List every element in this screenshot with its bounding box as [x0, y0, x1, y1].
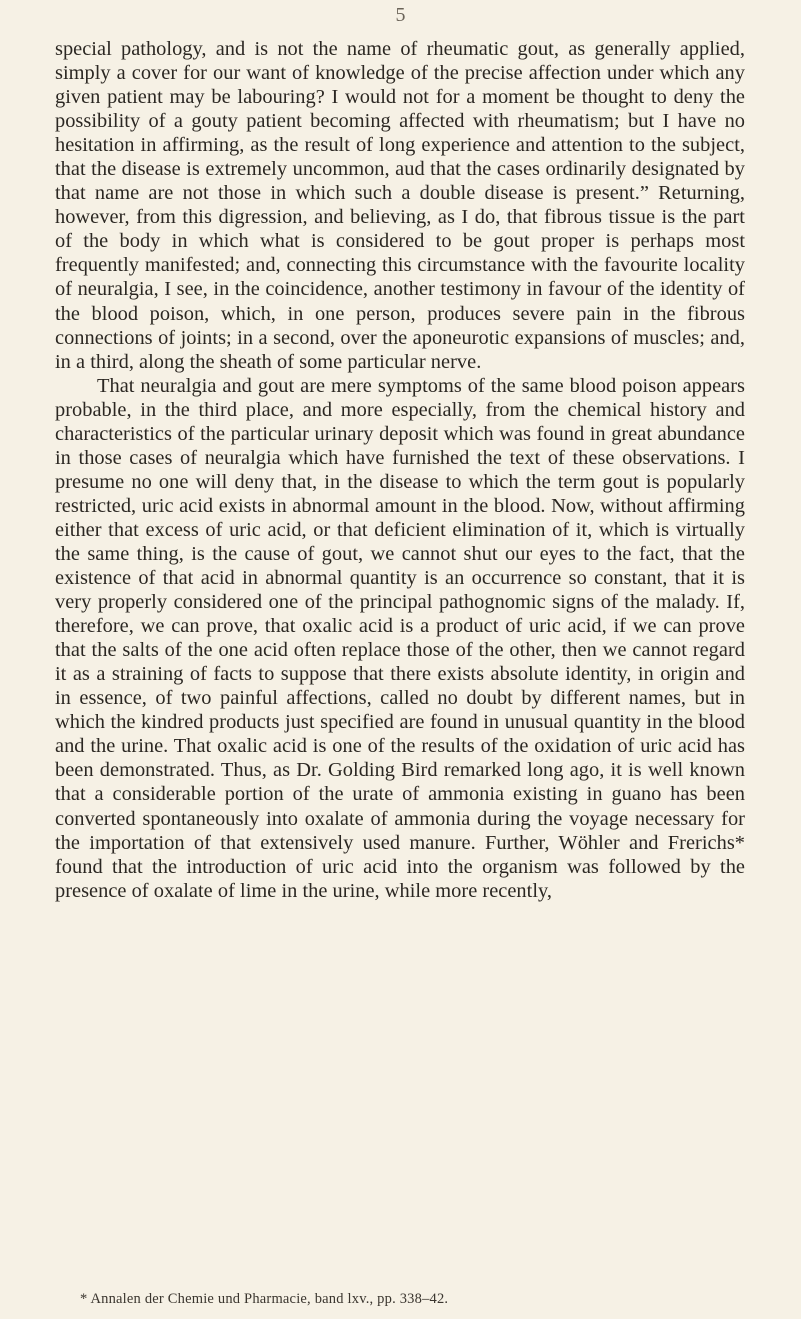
paragraph: That neuralgia and gout are mere symptoms of the same blood poison appears probable, in the third place, and more especially, from the chemical history and characteristics of the particular urinary deposit which was found in great abundance in those cases of neuralgia which have furnished the text of these observations. I presume no one will deny that, in the disease to which the term gout is popularly restricted, uric acid exists in abnormal amount in the blood. Now, without affirming either that excess of uric acid, or that deficient elimination of it, which is virtually the same thing, is the cause of gout, we cannot shut our eyes to the fact, that the existence of that acid in abnormal quantity is an occurrence so constant, that it is very properly considered one of the principal pathognomic signs of the malady. If, therefore, we can prove, that oxalic acid is a product of uric acid, if we can prove that the salts of the one acid often replace those of the other, then we cannot regard it as a straining of facts to suppose that there exists absolute identity, in origin and in essence, of two painful affections, called no doubt by different names, but in which the kindred products just specified are found in unusual quantity in the blood and the urine. That oxalic acid is one of the results of the oxidation of uric acid has been demonstrated. Thus, as Dr. Golding Bird remarked long ago, it is well known that a considerable portion of the urate of ammonia existing in guano has been converted spontaneously into oxalate of ammonia during the voyage necessary for the importation of that extensively used manure. Further, Wöhler and Frerichs* found that the introduction of uric acid into the organism was followed by the presence of oxalate of lime in the urine, while more recently, — [55, 374, 745, 902]
page-number: 5 — [395, 4, 406, 26]
body-text — [55, 37, 745, 903]
paragraph: special pathology, and is not the name of rheumatic gout, as generally applied, simply a cover for our want of knowledge of the precise affection under which any given patient may be labouring? I would not for a moment be thought to deny the possibility of a gouty patient becoming affected with rheumatism; but I have no hesitation in affirming, as the result of long experience and attention to the subject, that the disease is extremely uncommon, aud that the cases ordinarily designated by that name are not those in which such a double disease is present.” Returning, however, from this digression, and believing, as I do, that fibrous tissue is the part of the body in which what is considered to be gout proper is perhaps most frequently manifested; and, connecting this circumstance with the favourite locality of neuralgia, I see, in the coincidence, another testimony in favour of the identity of the blood poison, which, in one person, produces severe pain in the fibrous connections of joints; in a second, over the aponeurotic expansions of muscles; and, in a third, along the sheath of some particular nerve. — [55, 38, 745, 373]
footnote: * Annalen der Chemie und Pharmacie, band lxv., pp. 338–42. — [80, 1291, 449, 1307]
